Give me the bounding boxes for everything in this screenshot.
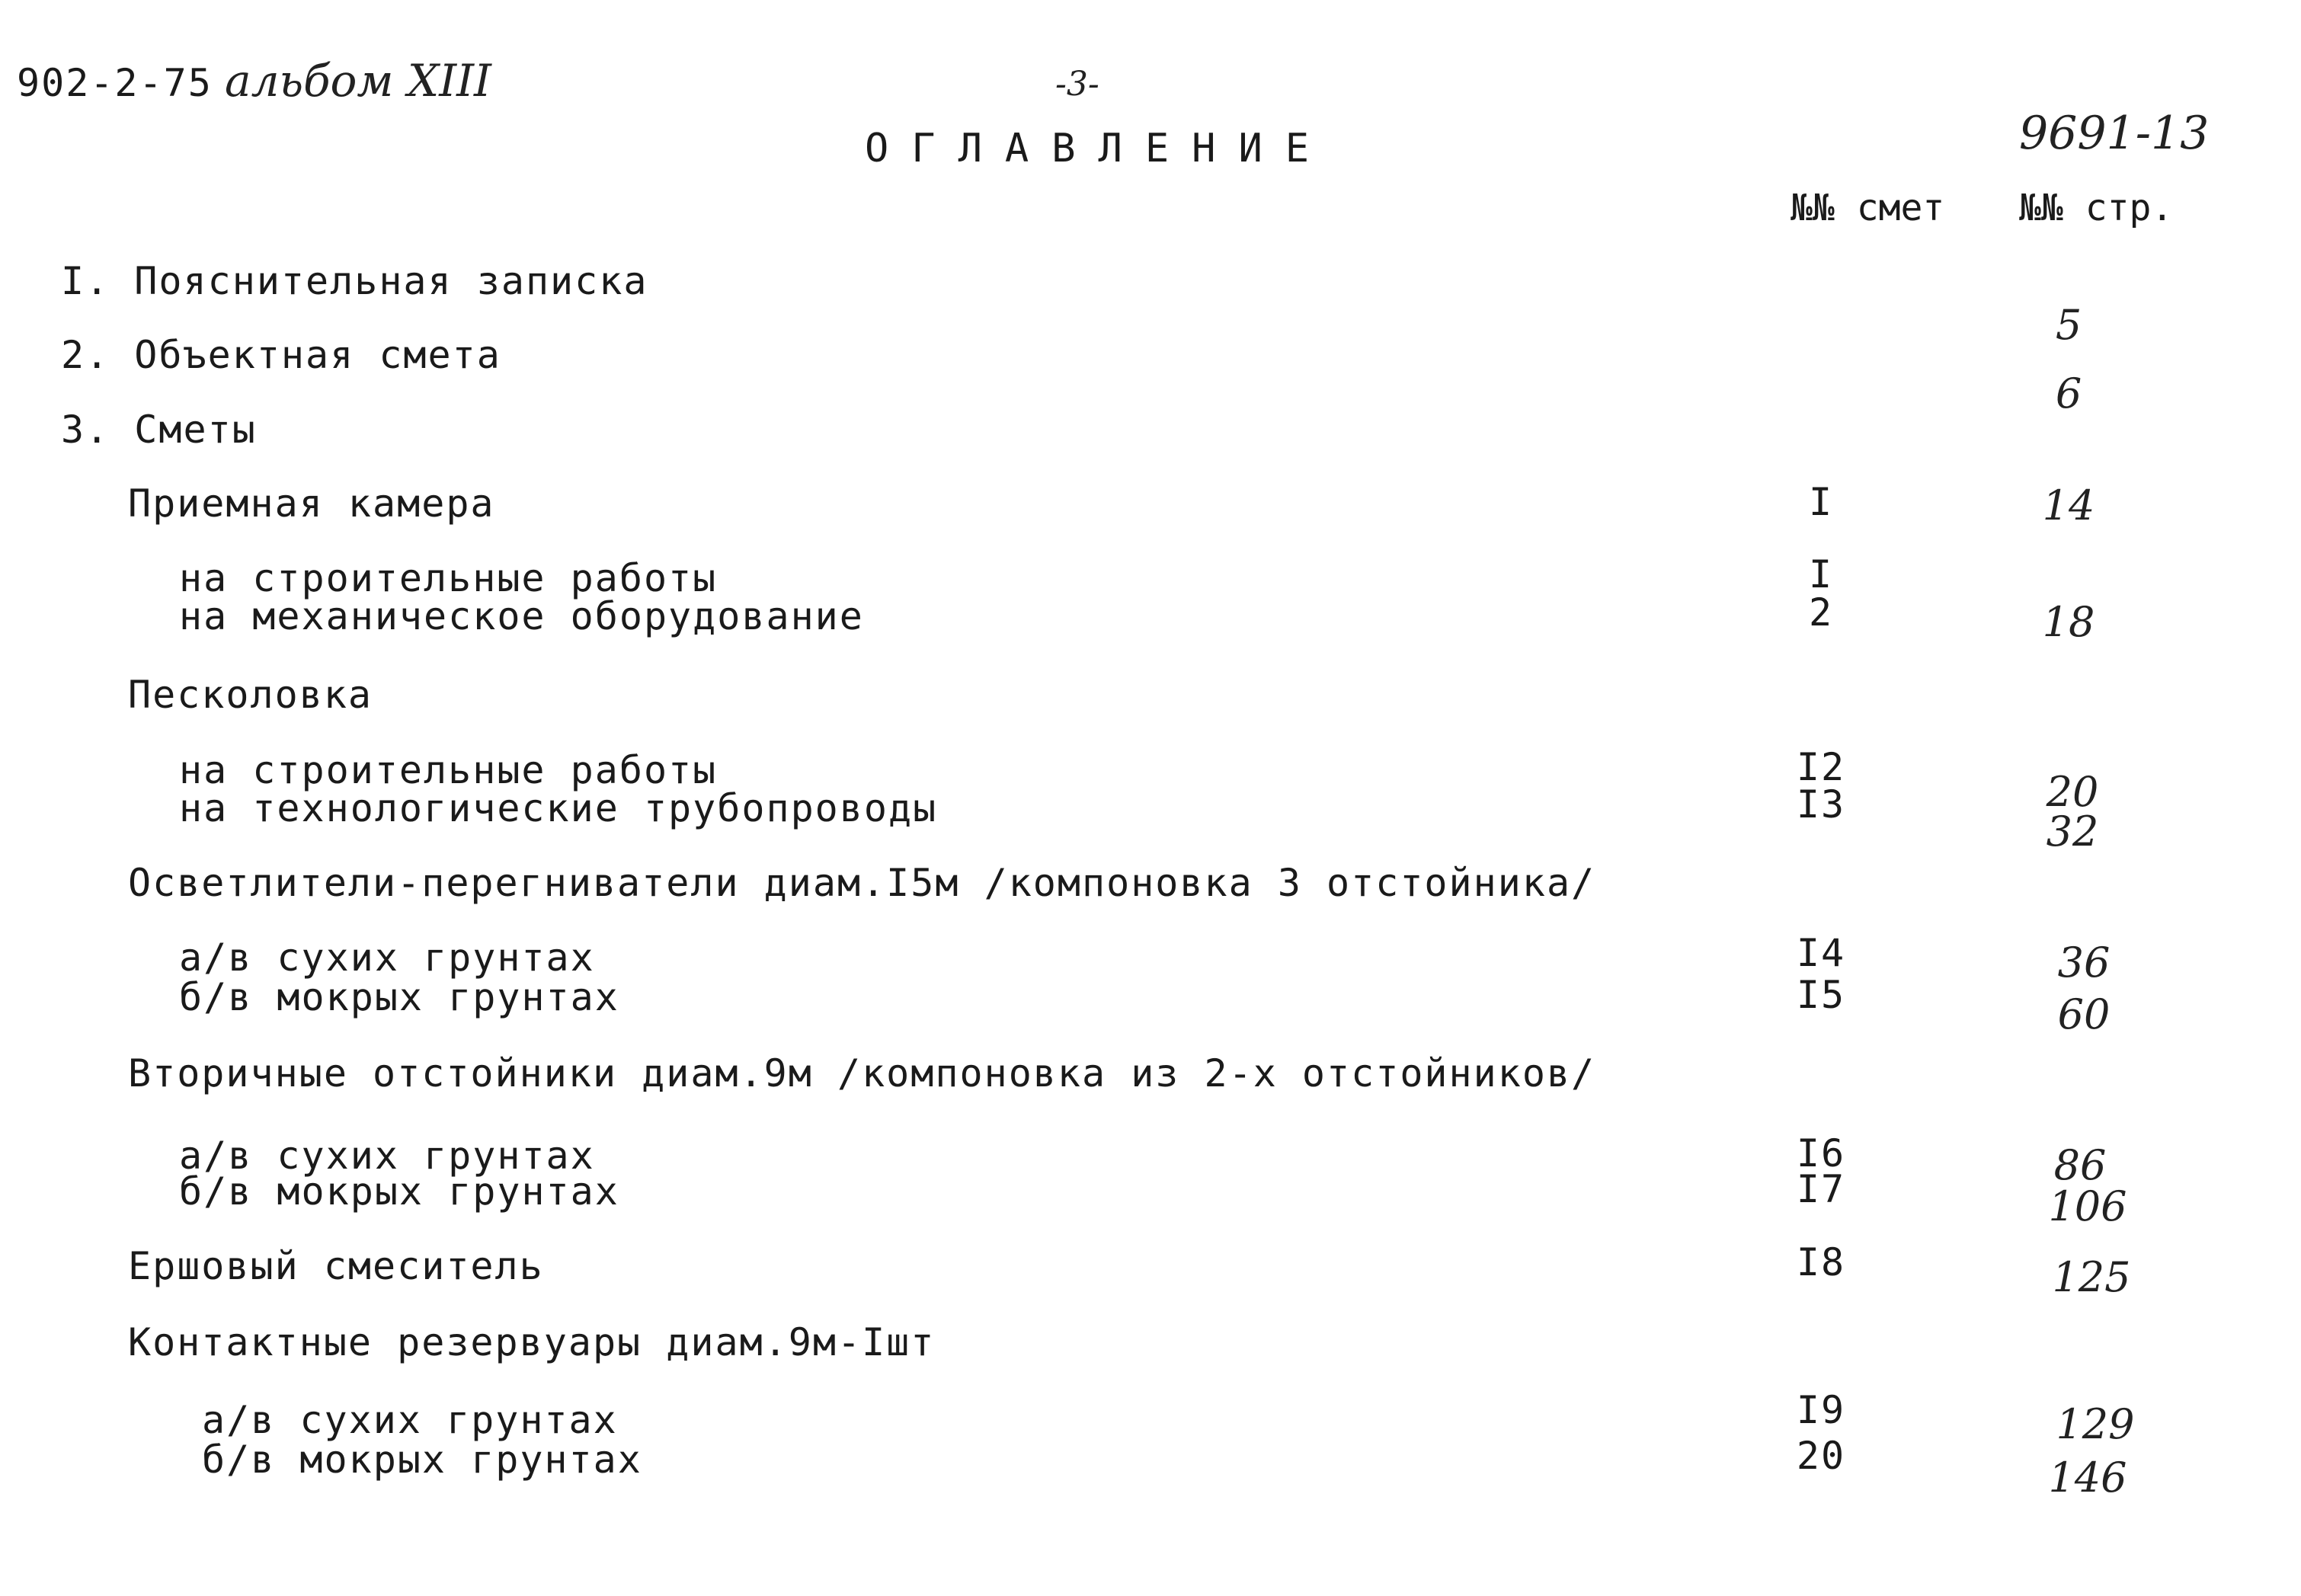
toc-page-contact-dry: 129 bbox=[2056, 1400, 2135, 1448]
toc-item-receiving-chamber: Приемная камера bbox=[128, 481, 495, 526]
toc-subitem-contact-wet: б/в мокрых грунтах bbox=[202, 1438, 642, 1482]
toc-subitem-contact-dry: а/в сухих грунтах bbox=[202, 1398, 618, 1442]
toc-page-clarifiers-dry: 36 bbox=[2057, 939, 2111, 987]
toc-subitem-receiving-construction: на строительные работы bbox=[179, 556, 718, 600]
toc-page-sand-trap-construction: 20 bbox=[2046, 768, 2099, 816]
toc-subitem-sand-trap-construction: на строительные работы bbox=[179, 748, 718, 792]
page-marker: -3- bbox=[1055, 65, 1099, 104]
document-number: 902-2-75 bbox=[17, 61, 213, 105]
toc-page-brush-mixer: 125 bbox=[2052, 1253, 2131, 1301]
toc-item-estimates: 3. Сметы bbox=[61, 408, 257, 452]
toc-item-secondary-settlers: Вторичные отстойники диам.9м /компоновка из 2-х отстойников/ bbox=[128, 1051, 1596, 1095]
toc-smet-clarifiers-wet: I5 bbox=[1796, 973, 1846, 1017]
toc-smet-receiving-chamber: I bbox=[1808, 480, 1834, 524]
toc-page-secondary-dry: 86 bbox=[2053, 1141, 2107, 1189]
album-handwritten: альбом XIII bbox=[225, 55, 491, 107]
toc-subitem-clarifiers-wet: б/в мокрых грунтах bbox=[179, 975, 619, 1019]
toc-page-object-estimate: 6 bbox=[2055, 369, 2082, 417]
toc-subitem-secondary-wet: б/в мокрых грунтах bbox=[179, 1169, 619, 1214]
toc-smet-receiving-mechanical: 2 bbox=[1808, 590, 1834, 635]
page-title: ОГЛАВЛЕНИЕ bbox=[865, 126, 1333, 171]
toc-item-contact-tanks: Контактные резервуары диам.9м-Iшт bbox=[128, 1320, 936, 1364]
column-header-pages: №№ стр. bbox=[2019, 187, 2174, 229]
toc-subitem-secondary-dry: а/в сухих грунтах bbox=[179, 1134, 595, 1178]
toc-page-secondary-wet: 106 bbox=[2048, 1182, 2127, 1230]
column-header-estimates: №№ смет bbox=[1791, 187, 1945, 229]
archive-number: 9691-13 bbox=[2019, 107, 2210, 160]
toc-smet-sand-trap-pipelines: I3 bbox=[1796, 782, 1846, 827]
toc-smet-sand-trap-construction: I2 bbox=[1796, 745, 1846, 789]
toc-item-sand-trap: Песколовка bbox=[128, 673, 373, 717]
toc-page-explanatory-note: 5 bbox=[2055, 301, 2082, 349]
toc-page-receiving-chamber: 14 bbox=[2042, 481, 2095, 529]
toc-smet-clarifiers-dry: I4 bbox=[1796, 931, 1846, 975]
toc-smet-secondary-dry: I6 bbox=[1796, 1131, 1846, 1175]
toc-page-contact-wet: 146 bbox=[2048, 1454, 2127, 1502]
toc-item-clarifiers: Осветлители-перегниватели диам.I5м /компоновка 3 отстойника/ bbox=[128, 861, 1596, 905]
toc-item-brush-mixer: Ершовый смеситель bbox=[128, 1244, 544, 1288]
toc-item-explanatory-note: I. Пояснительная записка bbox=[61, 259, 648, 303]
toc-subitem-sand-trap-pipelines: на технологические трубопроводы bbox=[179, 786, 938, 830]
toc-subitem-receiving-mechanical: на механическое оборудование bbox=[179, 594, 864, 638]
toc-smet-contact-wet: 20 bbox=[1796, 1434, 1846, 1478]
toc-subitem-clarifiers-dry: а/в сухих грунтах bbox=[179, 936, 595, 980]
toc-smet-secondary-wet: I7 bbox=[1796, 1167, 1846, 1211]
toc-smet-brush-mixer: I8 bbox=[1796, 1240, 1846, 1284]
toc-smet-receiving-construction: I bbox=[1808, 552, 1834, 597]
toc-page-sand-trap-pipelines: 32 bbox=[2046, 808, 2099, 856]
toc-smet-contact-dry: I9 bbox=[1796, 1388, 1846, 1432]
toc-item-object-estimate: 2. Объектная смета bbox=[61, 333, 501, 377]
toc-page-clarifiers-wet: 60 bbox=[2057, 990, 2111, 1038]
toc-page-receiving-mechanical: 18 bbox=[2042, 598, 2095, 646]
